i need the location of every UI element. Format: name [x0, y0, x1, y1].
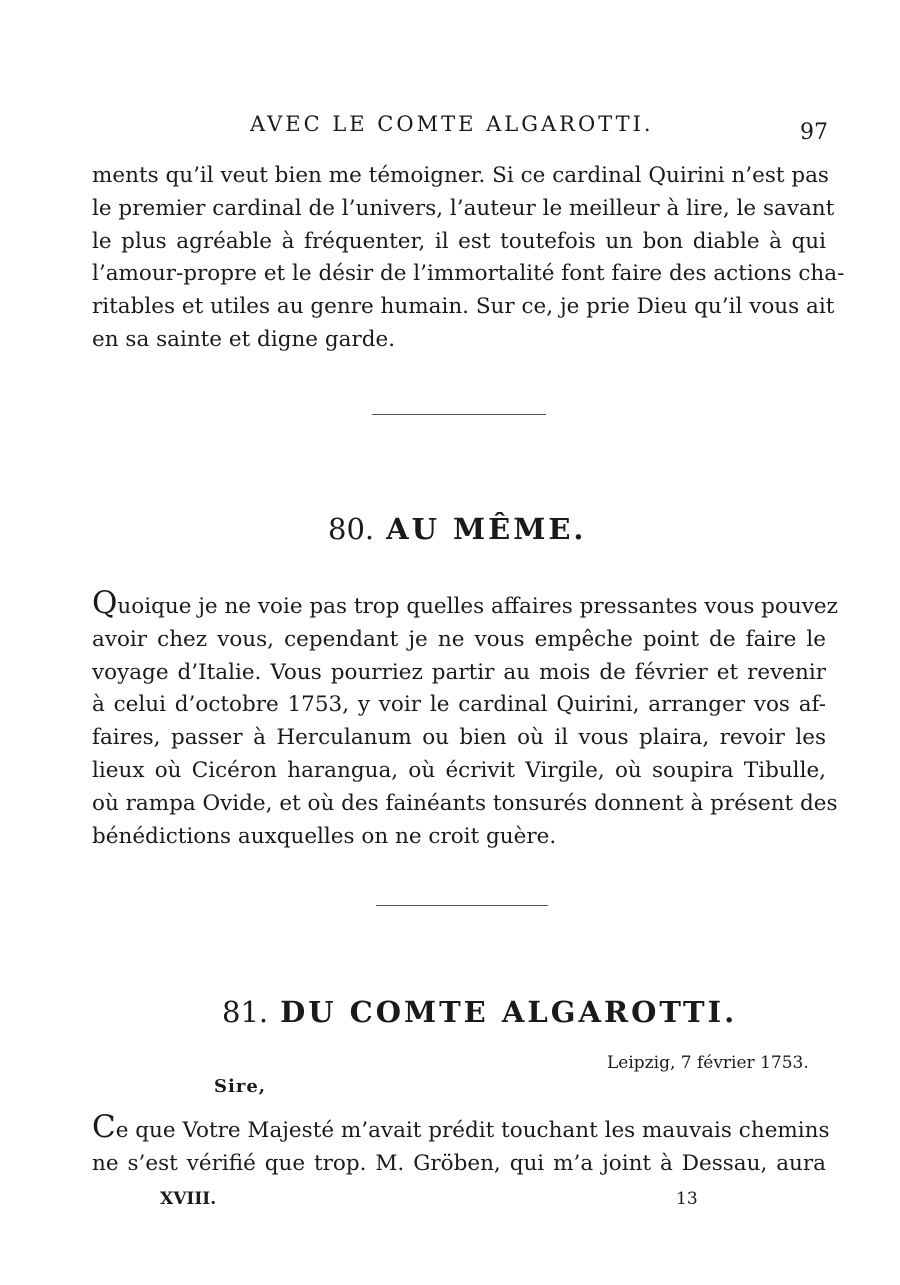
- drop-cap: Q: [92, 585, 118, 621]
- text-line: avoir chez vous, cependant je ne vous empêche point de faire le: [92, 626, 826, 652]
- text-line: en sa sainte et digne garde.: [92, 326, 396, 352]
- salutation: Sire,: [214, 1076, 267, 1097]
- letter-number: 81.: [222, 995, 269, 1029]
- text-line: lieux où Cicéron harangua, où écrivit Virgile, où soupira Tibulle,: [92, 757, 826, 783]
- section-divider: [372, 414, 546, 415]
- folio-number: 13: [676, 1189, 698, 1209]
- text-line: ne s’est vérifié que trop. M. Gröben, qui m’a joint à Dessau, aura: [92, 1150, 826, 1176]
- dateline: Leipzig, 7 février 1753.: [607, 1053, 809, 1073]
- letter-81-heading: [222, 995, 737, 1029]
- text-line: voyage d’Italie. Vous pourriez partir au mois de février et revenir: [92, 659, 826, 685]
- letter-title: AU MÊME.: [386, 512, 587, 546]
- letter-80-body: [92, 585, 838, 853]
- signature-mark: XVIII.: [160, 1189, 217, 1209]
- text-line: où rampa Ovide, et où des fainéants tonsurés donnent à présent des: [92, 790, 838, 816]
- letter-80-heading: [328, 512, 587, 546]
- text-line: l’amour-propre et le désir de l’immortalité font faire des actions cha-: [92, 261, 845, 287]
- text-line: [92, 1109, 830, 1148]
- text-line: ments qu’il veut bien me témoigner. Si ce cardinal Quirini n’est pas: [92, 163, 829, 188]
- letter-title: DU COMTE ALGAROTTI.: [280, 995, 738, 1029]
- letter-79-closing-paragraph: [92, 160, 845, 357]
- text-line: [92, 585, 838, 624]
- text-line: le plus agréable à fréquenter, il est toutefois un bon diable à qui: [92, 228, 826, 254]
- section-divider: [376, 905, 548, 906]
- running-title: AVEC LE COMTE ALGAROTTI.: [250, 112, 654, 136]
- text-line: bénédictions auxquelles on ne croit guère.: [92, 823, 557, 849]
- letter-81-body: [92, 1109, 830, 1181]
- text-line: ritables et utiles au genre humain. Sur ce, je prie Dieu qu’il vous ait: [92, 294, 835, 320]
- text-line-rest: uoique je ne voie pas trop quelles affaires pressantes vous pouvez: [117, 594, 838, 619]
- drop-cap: C: [92, 1109, 116, 1145]
- page-number: 97: [800, 120, 828, 145]
- text-line: à celui d’octobre 1753, y voir le cardinal Quirini, arranger vos af-: [92, 692, 826, 718]
- letter-number: 80.: [328, 512, 375, 546]
- text-line-rest: e que Votre Majesté m’avait prédit touchant les mauvais chemins: [115, 1118, 830, 1143]
- text-line: le premier cardinal de l’univers, l’auteur le meilleur à lire, le savant: [92, 195, 835, 221]
- text-line: faires, passer à Herculanum ou bien où il vous plaira, revoir les: [92, 725, 826, 751]
